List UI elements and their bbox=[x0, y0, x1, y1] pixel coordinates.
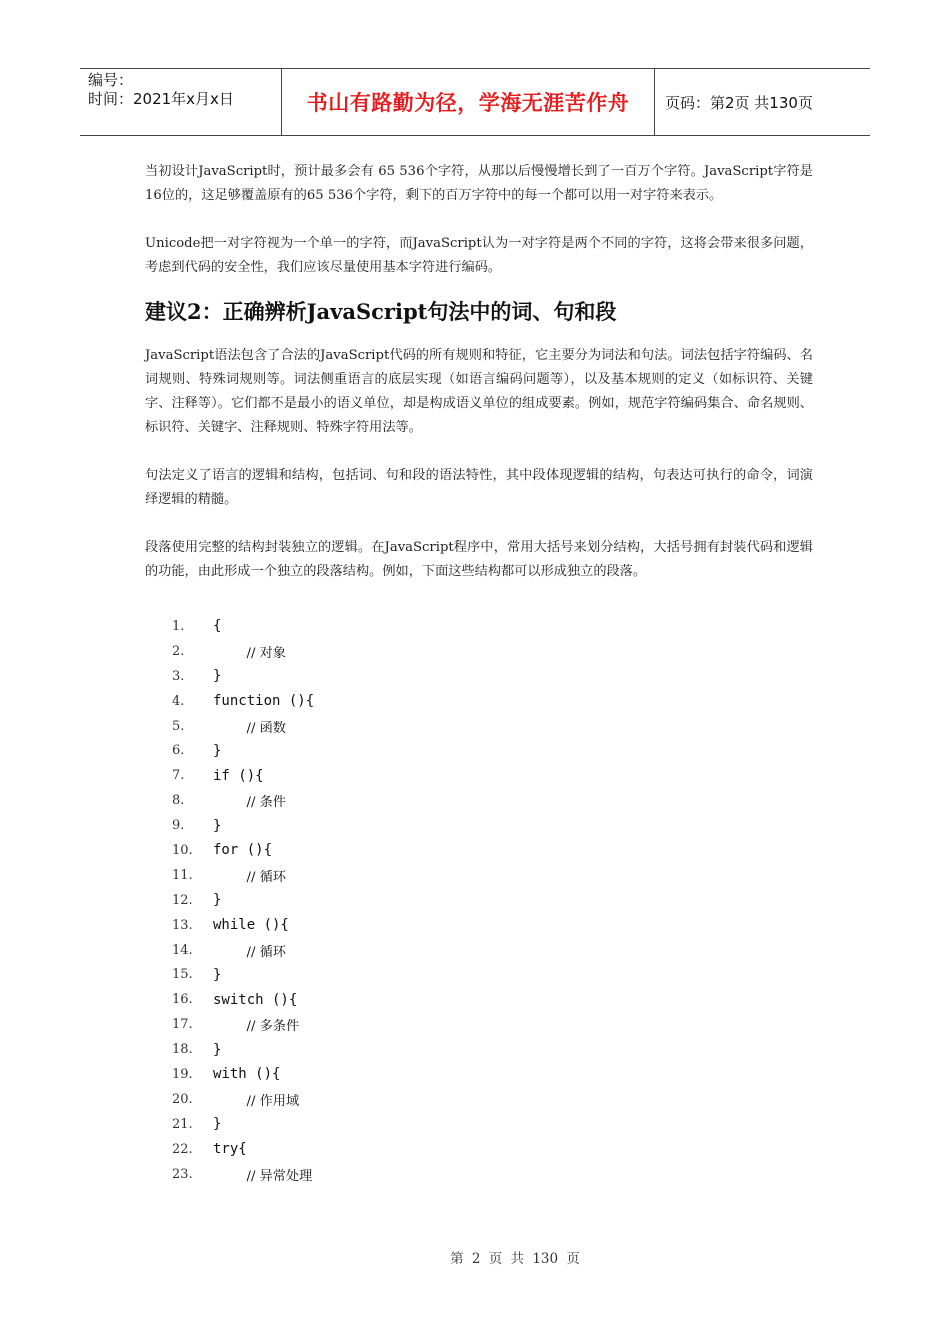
header-page-info: 页码：第2页 共130页 bbox=[665, 93, 813, 112]
page-footer: 第 2 页 共 130 页 bbox=[450, 1251, 580, 1267]
line-number: 9. bbox=[172, 818, 185, 834]
paragraph-blocks: 段落使用完整的结构封装独立的逻辑。在JavaScript程序中，常用大括号来划分结构，大括号拥有封装代码和逻辑的功能，由此形成一个独立的段落结构。例如，下面这些结构都可以形成独立的段落。 bbox=[145, 540, 813, 579]
code-text: // 函数 bbox=[213, 720, 286, 736]
header-motto: 书山有路勤为径，学海无涯苦作舟 bbox=[282, 69, 655, 135]
code-line bbox=[145, 689, 813, 714]
code-line bbox=[145, 913, 813, 938]
code-line bbox=[145, 1087, 813, 1112]
code-text: { bbox=[213, 618, 222, 635]
paragraph-syntax-lexical: JavaScript语法包含了合法的JavaScript代码的所有规则和特征，它主要分为词法和句法。词法包括字符编码、名词规则、特殊词规则等。词法侧重语言的底层实现（如语言编码问题等），以及基本规则的定义（如标识符、关键字、注释等）。它们都不是最小的语义单位，却是构成语义单位的组成要素。例如，规范字符编码集合、命名规则、标识符、关键字、注释规则、特殊字符用法等。 bbox=[145, 348, 813, 435]
line-number: 22. bbox=[172, 1141, 193, 1157]
line-number: 12. bbox=[172, 892, 193, 908]
code-text: // 循环 bbox=[213, 869, 286, 885]
code-line bbox=[145, 1112, 813, 1137]
code-line bbox=[145, 714, 813, 739]
line-number: 23. bbox=[172, 1166, 193, 1182]
header-meta bbox=[80, 69, 282, 135]
code-text: function (){ bbox=[213, 693, 315, 710]
code-line bbox=[145, 838, 813, 863]
line-number: 5. bbox=[172, 718, 185, 734]
document-body bbox=[145, 160, 813, 1186]
paragraph-syntax-grammar: 句法定义了语言的逻辑和结构，包括词、句和段的语法特性，其中段体现逻辑的结构，句表达可执行的命令，词演绎逻辑的精髓。 bbox=[145, 468, 813, 507]
line-number: 6. bbox=[172, 743, 185, 759]
code-text: for (){ bbox=[213, 842, 273, 859]
document-number-label: 编号： bbox=[88, 71, 134, 89]
line-number: 14. bbox=[172, 942, 193, 958]
line-number: 17. bbox=[172, 1017, 193, 1033]
line-number: 3. bbox=[172, 668, 185, 684]
page-header bbox=[80, 68, 870, 136]
paragraph-unicode-history: 当初设计JavaScript时，预计最多会有 65 536个字符，从那以后慢慢增长到了一百万个字符。JavaScript字符是16位的，这足够覆盖原有的65 536个字符，剩下的百万字符中的每一个都可以用一对字符来表示。 bbox=[145, 164, 813, 203]
code-text: // 循环 bbox=[213, 944, 286, 960]
code-line bbox=[145, 788, 813, 813]
line-number: 21. bbox=[172, 1116, 193, 1132]
code-text: if (){ bbox=[213, 767, 264, 784]
code-text: // 对象 bbox=[213, 645, 286, 661]
code-text: } bbox=[213, 1116, 222, 1133]
line-number: 10. bbox=[172, 842, 193, 858]
code-line bbox=[145, 863, 813, 888]
code-line bbox=[145, 813, 813, 838]
code-line bbox=[145, 639, 813, 664]
code-line bbox=[145, 1137, 813, 1162]
code-line bbox=[145, 987, 813, 1012]
code-text: } bbox=[213, 817, 222, 834]
code-text: } bbox=[213, 1041, 222, 1058]
line-number: 2. bbox=[172, 643, 185, 659]
section-heading: 建议2：正确辨析JavaScript句法中的词、句和段 bbox=[145, 299, 617, 324]
code-text: // 异常处理 bbox=[213, 1168, 313, 1184]
line-number: 15. bbox=[172, 967, 193, 983]
code-line bbox=[145, 1162, 813, 1187]
line-number: 7. bbox=[172, 768, 185, 784]
code-line bbox=[145, 962, 813, 987]
code-text: with (){ bbox=[213, 1066, 281, 1083]
code-text: } bbox=[213, 966, 222, 983]
code-text: } bbox=[213, 892, 222, 909]
line-number: 1. bbox=[172, 618, 185, 634]
code-line bbox=[145, 614, 813, 639]
code-line bbox=[145, 664, 813, 689]
code-line bbox=[145, 1062, 813, 1087]
line-number: 19. bbox=[172, 1066, 193, 1082]
line-number: 13. bbox=[172, 917, 193, 933]
code-line bbox=[145, 1012, 813, 1037]
code-text: } bbox=[213, 668, 222, 685]
code-text: // 条件 bbox=[213, 795, 286, 811]
code-line bbox=[145, 938, 813, 963]
line-number: 20. bbox=[172, 1091, 193, 1107]
code-listing bbox=[145, 614, 813, 1186]
document-date-label: 时间：2021年x月x日 bbox=[88, 90, 234, 108]
code-line bbox=[145, 1037, 813, 1062]
code-text: // 作用域 bbox=[213, 1093, 300, 1109]
code-text: switch (){ bbox=[213, 991, 298, 1008]
code-text: } bbox=[213, 742, 222, 759]
code-line bbox=[145, 888, 813, 913]
line-number: 11. bbox=[172, 867, 193, 883]
code-text: try{ bbox=[213, 1141, 247, 1158]
line-number: 16. bbox=[172, 992, 193, 1008]
line-number: 18. bbox=[172, 1042, 193, 1058]
code-text: // 多条件 bbox=[213, 1019, 300, 1035]
code-line bbox=[145, 763, 813, 788]
line-number: 8. bbox=[172, 793, 185, 809]
code-text: while (){ bbox=[213, 917, 289, 934]
paragraph-unicode-pairs: Unicode把一对字符视为一个单一的字符，而JavaScript认为一对字符是两个不同的字符，这将会带来很多问题，考虑到代码的安全性，我们应该尽量使用基本字符进行编码。 bbox=[145, 236, 813, 275]
line-number: 4. bbox=[172, 693, 185, 709]
code-line bbox=[145, 738, 813, 763]
